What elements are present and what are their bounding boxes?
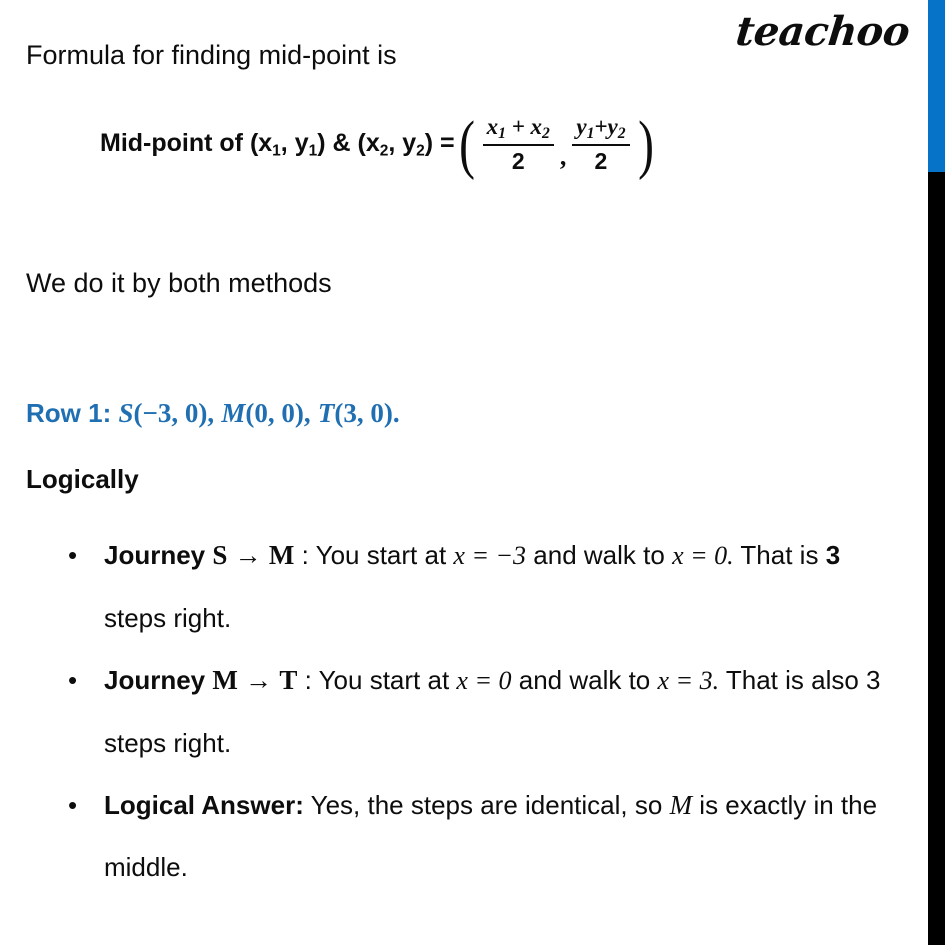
bullet-0-emphasis: 3: [825, 540, 841, 570]
formula-lead-prefix: Mid-point of (x: [100, 129, 273, 158]
fraction-x-denominator: 2: [511, 148, 525, 175]
row-1-label: Row 1:: [26, 398, 112, 428]
bullet-marker-icon: •: [68, 790, 78, 820]
bullet-marker-icon: •: [68, 665, 78, 695]
bullet-2-text-2: is exactly in the middle.: [104, 790, 878, 882]
right-edge-blue-bar: [928, 0, 945, 172]
right-edge-black-bar: [928, 172, 945, 945]
arrow-right-icon: →: [245, 665, 273, 695]
list-item: [62, 524, 892, 649]
bullet-1-to: T: [279, 665, 298, 695]
bullet-2-lead: Logical Answer:: [104, 790, 304, 820]
fraction-x-num-b: x: [530, 114, 543, 139]
formula-lead: [100, 129, 455, 160]
bullet-0-colon: :: [301, 540, 309, 570]
intro-text: Formula for finding mid-point is: [26, 40, 397, 70]
formula-open-paren: (: [458, 108, 475, 182]
point-m-coords: (0, 0),: [245, 398, 311, 428]
fraction-y-num-b-sub: 2: [617, 125, 626, 143]
formula-lead-suffix: ) =: [424, 129, 455, 158]
formula-lead-mid1: , y: [280, 129, 309, 158]
formula-separator: ,: [559, 141, 567, 171]
formula-lead-sub4: 2: [416, 142, 425, 160]
fraction-y-numerator: [572, 114, 629, 144]
logical-bullet-list: [62, 524, 892, 898]
list-item: [62, 649, 892, 774]
fraction-x-num-a: x: [486, 114, 499, 139]
bullet-0-from: S: [212, 540, 228, 570]
bullet-0-lead: Journey: [104, 540, 206, 570]
bullet-1-eq-2: x = 3.: [657, 666, 720, 695]
bullet-2-var: M: [669, 790, 693, 820]
fraction-y-denominator: 2: [594, 148, 608, 175]
bullet-0-eq-2: x = 0.: [672, 541, 734, 570]
arrow-right-icon: →: [234, 540, 262, 570]
fraction-y-num-a-sub: 1: [586, 125, 595, 143]
bullet-0-text-1: You start at: [315, 540, 447, 570]
bullet-1-text-1: You start at: [318, 665, 450, 695]
fraction-x-num-b-sub: 2: [542, 125, 550, 143]
formula-lead-sub2: 1: [308, 142, 318, 160]
fraction-y-num-a: y: [576, 114, 587, 139]
formula-fraction-y: [572, 114, 629, 176]
formula-close-paren: ): [637, 108, 654, 182]
fraction-x-num-a-sub: 1: [498, 125, 506, 143]
bullet-2-text-1: Yes, the steps are identical, so: [310, 790, 663, 820]
bullet-0-text-3: That is: [740, 540, 819, 570]
bullet-1-text-3: That is also 3 steps right.: [104, 665, 881, 758]
point-t-name: T: [317, 398, 335, 428]
bullet-1-colon: :: [304, 665, 312, 695]
methods-text: We do it by both methods: [26, 268, 332, 298]
fraction-x-numerator: [483, 114, 554, 144]
teachoo-logo: teachoo: [733, 8, 912, 55]
formula-lead-sub3: 2: [379, 142, 389, 160]
formula-lead-mid3: , y: [388, 129, 417, 158]
row-1-heading: [26, 398, 400, 429]
formula-fraction-x: [483, 114, 554, 176]
fraction-x-num-op: +: [505, 114, 531, 139]
bullet-marker-icon: •: [68, 540, 78, 570]
fraction-y-num-b: y: [607, 114, 618, 139]
bullet-1-text-2: and walk to: [518, 665, 651, 695]
point-s-name: S: [118, 398, 134, 428]
bullet-1-eq-1: x = 0: [456, 666, 512, 695]
point-t-coords: (3, 0).: [334, 398, 400, 428]
formula-lead-mid2: ) & (x: [317, 129, 380, 158]
formula-lead-sub1: 1: [272, 142, 281, 160]
point-s-coords: (−3, 0),: [133, 398, 215, 428]
bullet-0-to: M: [268, 540, 295, 570]
midpoint-formula: [100, 108, 658, 182]
list-item: [62, 774, 892, 898]
bullet-0-text-4: steps right.: [104, 603, 232, 633]
bullet-1-from: M: [212, 665, 238, 695]
bullet-0-text-2: and walk to: [533, 540, 665, 570]
logically-heading: Logically: [26, 464, 139, 494]
bullet-0-eq-1: x = −3: [453, 541, 527, 570]
point-m-name: M: [221, 398, 246, 428]
fraction-y-num-op: +: [594, 114, 608, 139]
bullet-1-lead: Journey: [104, 665, 206, 695]
